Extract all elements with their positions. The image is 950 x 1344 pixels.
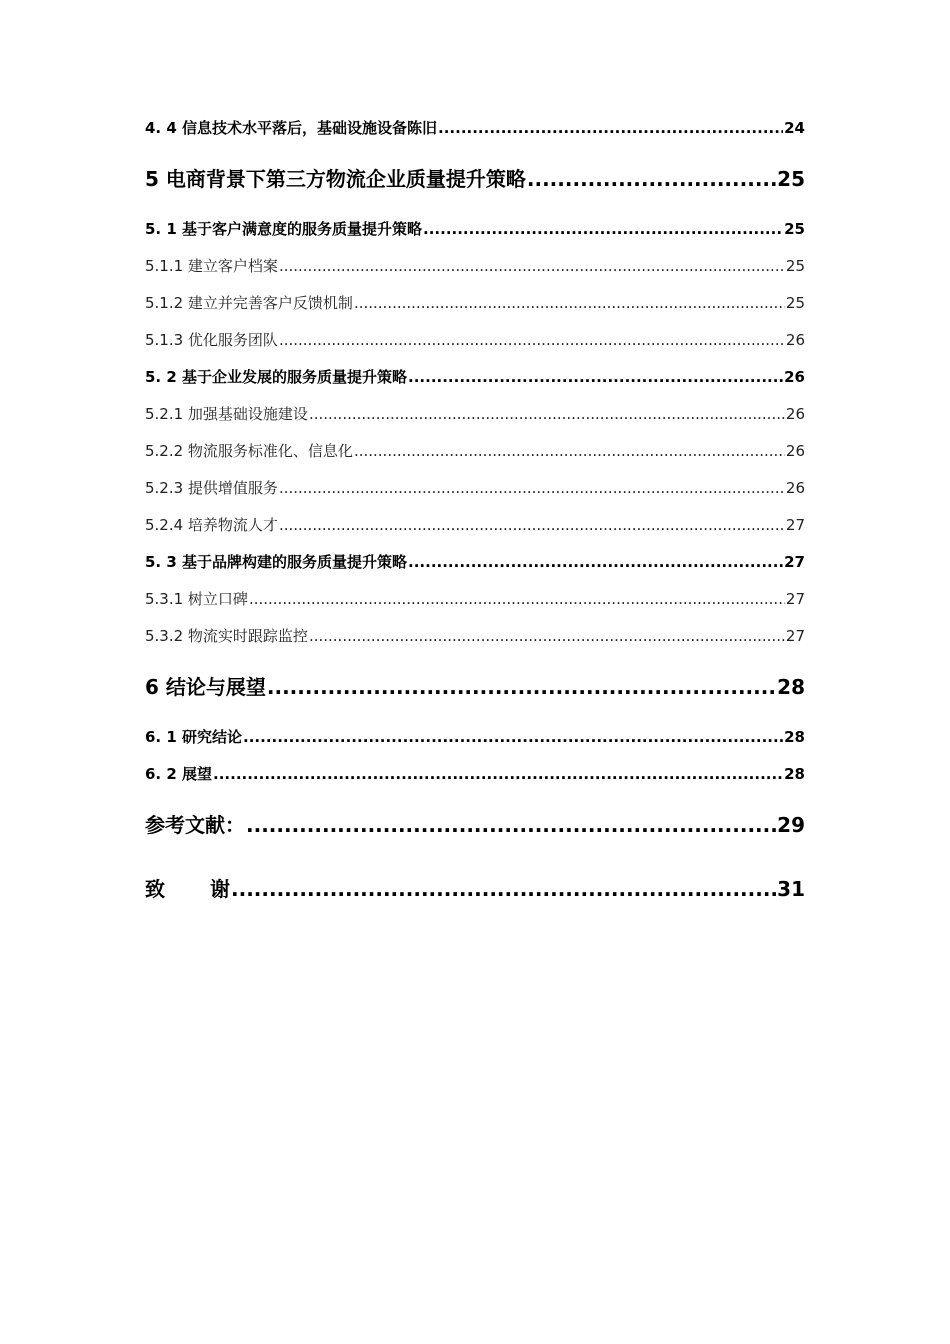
toc-entry[interactable] (145, 147, 805, 211)
toc-entry[interactable] (145, 359, 805, 396)
toc-leader-dots (408, 359, 783, 396)
toc-leader-dots (279, 322, 785, 359)
toc-leader-dots (213, 756, 783, 793)
toc-entry[interactable] (145, 285, 805, 322)
toc-entry-title: 5.1.2 建立并完善客户反馈机制 (145, 294, 353, 312)
toc-entry-title: 5.1.3 优化服务团队 (145, 331, 278, 349)
ack-char-2: 谢 (210, 877, 230, 901)
ack-char-1: 致 (145, 877, 165, 901)
toc-entry-acknowledgements[interactable] (145, 857, 805, 921)
toc-entry[interactable] (145, 756, 805, 793)
toc-leader-dots (309, 396, 785, 433)
toc-leader-dots (279, 507, 785, 544)
toc-entry-title: 6 结论与展望 (145, 675, 266, 699)
toc-leader-dots (408, 544, 783, 581)
toc-entry[interactable] (145, 719, 805, 756)
toc-entry-page: 31 (777, 877, 805, 901)
toc-entry-title: 5.2.3 提供增值服务 (145, 479, 278, 497)
toc-entry-page: 25 (785, 257, 805, 275)
toc-entry[interactable] (145, 544, 805, 581)
toc-entry-page: 26 (785, 405, 805, 423)
toc-entry-page: 28 (784, 728, 805, 746)
toc-entry-page: 25 (777, 167, 805, 191)
toc-entry[interactable] (145, 110, 805, 147)
toc-leader-dots (438, 110, 783, 147)
toc-entry-page: 28 (784, 765, 805, 783)
toc-entry-page: 24 (784, 119, 805, 137)
toc-entry[interactable] (145, 433, 805, 470)
toc-entry-page: 25 (784, 220, 805, 238)
toc-entry-title: 6. 2 展望 (145, 765, 213, 783)
toc-entry-page: 26 (785, 479, 805, 497)
toc-entry[interactable] (145, 322, 805, 359)
toc-leader-dots (279, 248, 785, 285)
toc-entry-page: 29 (777, 813, 805, 837)
toc-entry-title: 5 电商背景下第三方物流企业质量提升策略 (145, 167, 526, 191)
toc-entry-page: 27 (785, 590, 805, 608)
toc-leader-dots (279, 470, 785, 507)
toc-entry-page: 27 (785, 627, 805, 645)
toc-entry-title: 5.2.2 物流服务标准化、信息化 (145, 442, 353, 460)
table-of-contents (145, 110, 805, 921)
toc-entry-title: 5.2.4 培养物流人才 (145, 516, 278, 534)
toc-leader-dots (243, 719, 783, 756)
toc-entry[interactable] (145, 211, 805, 248)
toc-leader-dots (249, 581, 785, 618)
toc-entry[interactable] (145, 507, 805, 544)
toc-entry-title: 5.3.2 物流实时跟踪监控 (145, 627, 308, 645)
toc-entry-title: 参考文献： (145, 813, 245, 837)
toc-entry-page: 25 (785, 294, 805, 312)
toc-entry-page: 28 (777, 675, 805, 699)
toc-leader-dots (267, 655, 776, 719)
toc-entry-title: 6. 1 研究结论 (145, 728, 243, 746)
toc-entry-title: 5.2.1 加强基础设施建设 (145, 405, 308, 423)
toc-entry-title (145, 857, 230, 921)
toc-leader-dots (354, 285, 785, 322)
toc-entry-title: 5. 3 基于品牌构建的服务质量提升策略 (145, 553, 408, 571)
toc-entry[interactable] (145, 396, 805, 433)
toc-entry-page: 26 (785, 442, 805, 460)
toc-leader-dots (423, 211, 783, 248)
toc-leader-dots (527, 147, 776, 211)
toc-leader-dots (246, 793, 776, 857)
toc-entry-page: 26 (785, 331, 805, 349)
toc-entry-title: 5. 2 基于企业发展的服务质量提升策略 (145, 368, 408, 386)
toc-entry-title: 5.1.1 建立客户档案 (145, 257, 278, 275)
toc-entry[interactable] (145, 618, 805, 655)
toc-entry-title: 5. 1 基于客户满意度的服务质量提升策略 (145, 220, 423, 238)
toc-entry-page: 27 (784, 553, 805, 571)
toc-entry-page: 27 (785, 516, 805, 534)
toc-leader-dots (231, 857, 776, 921)
toc-leader-dots (309, 618, 785, 655)
toc-entry[interactable] (145, 655, 805, 719)
toc-entry-title: 4. 4 信息技术水平落后，基础设施设备陈旧 (145, 119, 438, 137)
toc-entry-page: 26 (784, 368, 805, 386)
toc-entry[interactable] (145, 470, 805, 507)
toc-entry[interactable] (145, 793, 805, 857)
toc-entry-title: 5.3.1 树立口碑 (145, 590, 248, 608)
toc-entry[interactable] (145, 581, 805, 618)
toc-entry[interactable] (145, 248, 805, 285)
toc-leader-dots (354, 433, 785, 470)
